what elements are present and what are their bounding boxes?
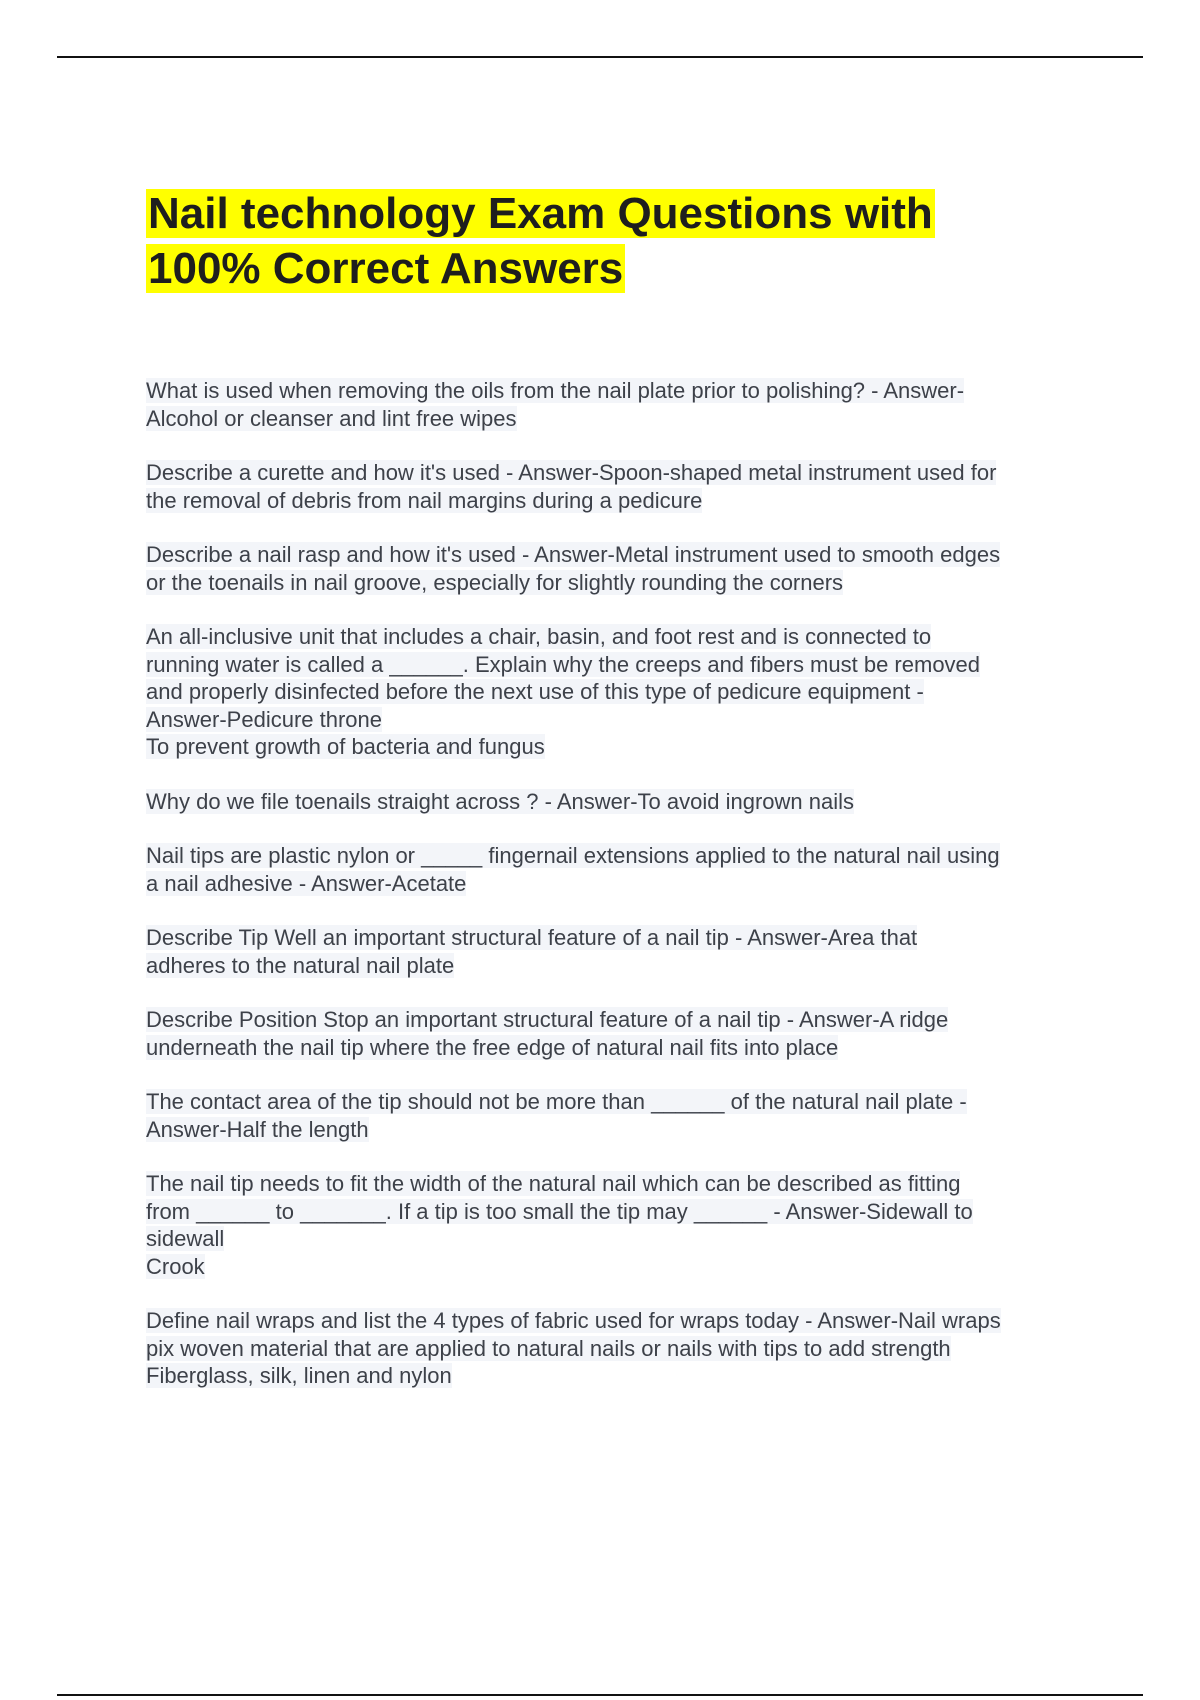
qa-line — [146, 1307, 1096, 1335]
qa-line-text: adheres to the natural nail plate — [146, 952, 455, 978]
bottom-rule — [57, 1694, 1143, 1696]
qa-line-text: Describe a curette and how it's used - Answer-Spoon-shaped metal instrument used for — [146, 460, 997, 485]
qa-line — [146, 1170, 1096, 1198]
qa-line-text: Alcohol or cleanser and lint free wipes — [146, 405, 517, 431]
qa-line-text: Describe a nail rasp and how it's used - Answer-Metal instrument used to smooth edges — [146, 542, 1001, 567]
qa-line-text: To prevent growth of bacteria and fungus — [146, 734, 545, 759]
title-block — [146, 186, 1076, 296]
qa-line — [146, 377, 1096, 405]
qa-item — [146, 623, 1096, 761]
qa-item — [146, 1307, 1096, 1390]
qa-line — [146, 569, 1096, 597]
qa-line — [146, 1225, 1096, 1253]
qa-line-text: What is used when removing the oils from the nail plate prior to polishing? - Answer- — [146, 378, 965, 403]
qa-line — [146, 678, 1096, 706]
qa-line-text: or the toenails in nail groove, especially for slightly rounding the corners — [146, 569, 844, 595]
title-line-2: 100% Correct Answers — [148, 244, 624, 293]
qa-line — [146, 952, 1096, 980]
qa-line — [146, 842, 1096, 870]
qa-item — [146, 1006, 1096, 1061]
qa-line — [146, 1088, 1096, 1116]
qa-line-text: a nail adhesive - Answer-Acetate — [146, 870, 467, 896]
qa-line-text: underneath the nail tip where the free edge of natural nail fits into place — [146, 1034, 839, 1060]
qa-line — [146, 870, 1096, 898]
qa-item — [146, 541, 1096, 596]
qa-line-text: from ______ to _______. If a tip is too small the tip may ______ - Answer-Sidewall to — [146, 1198, 973, 1224]
qa-line — [146, 1335, 1096, 1363]
qa-item — [146, 1088, 1096, 1143]
title-line-1: Nail technology Exam Questions with — [148, 189, 933, 238]
qa-line — [146, 651, 1096, 679]
qa-item — [146, 924, 1096, 979]
qa-list — [146, 377, 1096, 1417]
qa-item — [146, 459, 1096, 514]
qa-line-text: Describe Tip Well an important structural feature of a nail tip - Answer-Area that — [146, 925, 918, 950]
qa-line — [146, 924, 1096, 952]
qa-line — [146, 405, 1096, 433]
qa-line-text: Answer-Pedicure throne — [146, 706, 383, 732]
qa-line-text: sidewall — [146, 1226, 225, 1251]
qa-line-text: An all-inclusive unit that includes a chair, basin, and foot rest and is connected to — [146, 624, 932, 649]
qa-line-text: Answer-Half the length — [146, 1116, 369, 1142]
qa-line-text: Why do we file toenails straight across ? - Answer-To avoid ingrown nails — [146, 788, 854, 814]
qa-line-text: The nail tip needs to fit the width of the natural nail which can be described as fitting — [146, 1171, 961, 1196]
qa-line-text: Crook — [146, 1253, 205, 1279]
qa-line — [146, 1034, 1096, 1062]
qa-line — [146, 733, 1096, 761]
top-rule — [57, 56, 1143, 58]
qa-line-text: The contact area of the tip should not be more than ______ of the natural nail plate - — [146, 1089, 967, 1114]
qa-item — [146, 377, 1096, 432]
qa-line — [146, 1253, 1096, 1281]
qa-line — [146, 459, 1096, 487]
qa-line-text: Nail tips are plastic nylon or _____ fingernail extensions applied to the natural nail using — [146, 843, 1000, 868]
qa-line — [146, 487, 1096, 515]
qa-line-text: Fiberglass, silk, linen and nylon — [146, 1363, 452, 1388]
qa-line — [146, 706, 1096, 734]
qa-item — [146, 788, 1096, 816]
qa-line — [146, 541, 1096, 569]
qa-line — [146, 1116, 1096, 1144]
qa-item — [146, 1170, 1096, 1280]
qa-line — [146, 1362, 1096, 1390]
qa-line-text: running water is called a ______. Explain why the creeps and fibers must be removed — [146, 651, 981, 677]
qa-line-text: and properly disinfected before the next use of this type of pedicure equipment - — [146, 679, 924, 704]
qa-line — [146, 1198, 1096, 1226]
qa-line — [146, 788, 1096, 816]
qa-line-text: pix woven material that are applied to natural nails or nails with tips to add strength — [146, 1335, 951, 1361]
qa-line — [146, 1006, 1096, 1034]
qa-line-text: Define nail wraps and list the 4 types of fabric used for wraps today - Answer-Nail wraps — [146, 1308, 1001, 1333]
qa-item — [146, 842, 1096, 897]
qa-line-text: Describe Position Stop an important structural feature of a nail tip - Answer-A ridge — [146, 1007, 949, 1032]
page-title — [146, 186, 1076, 296]
qa-line — [146, 623, 1096, 651]
qa-line-text: the removal of debris from nail margins during a pedicure — [146, 487, 703, 513]
